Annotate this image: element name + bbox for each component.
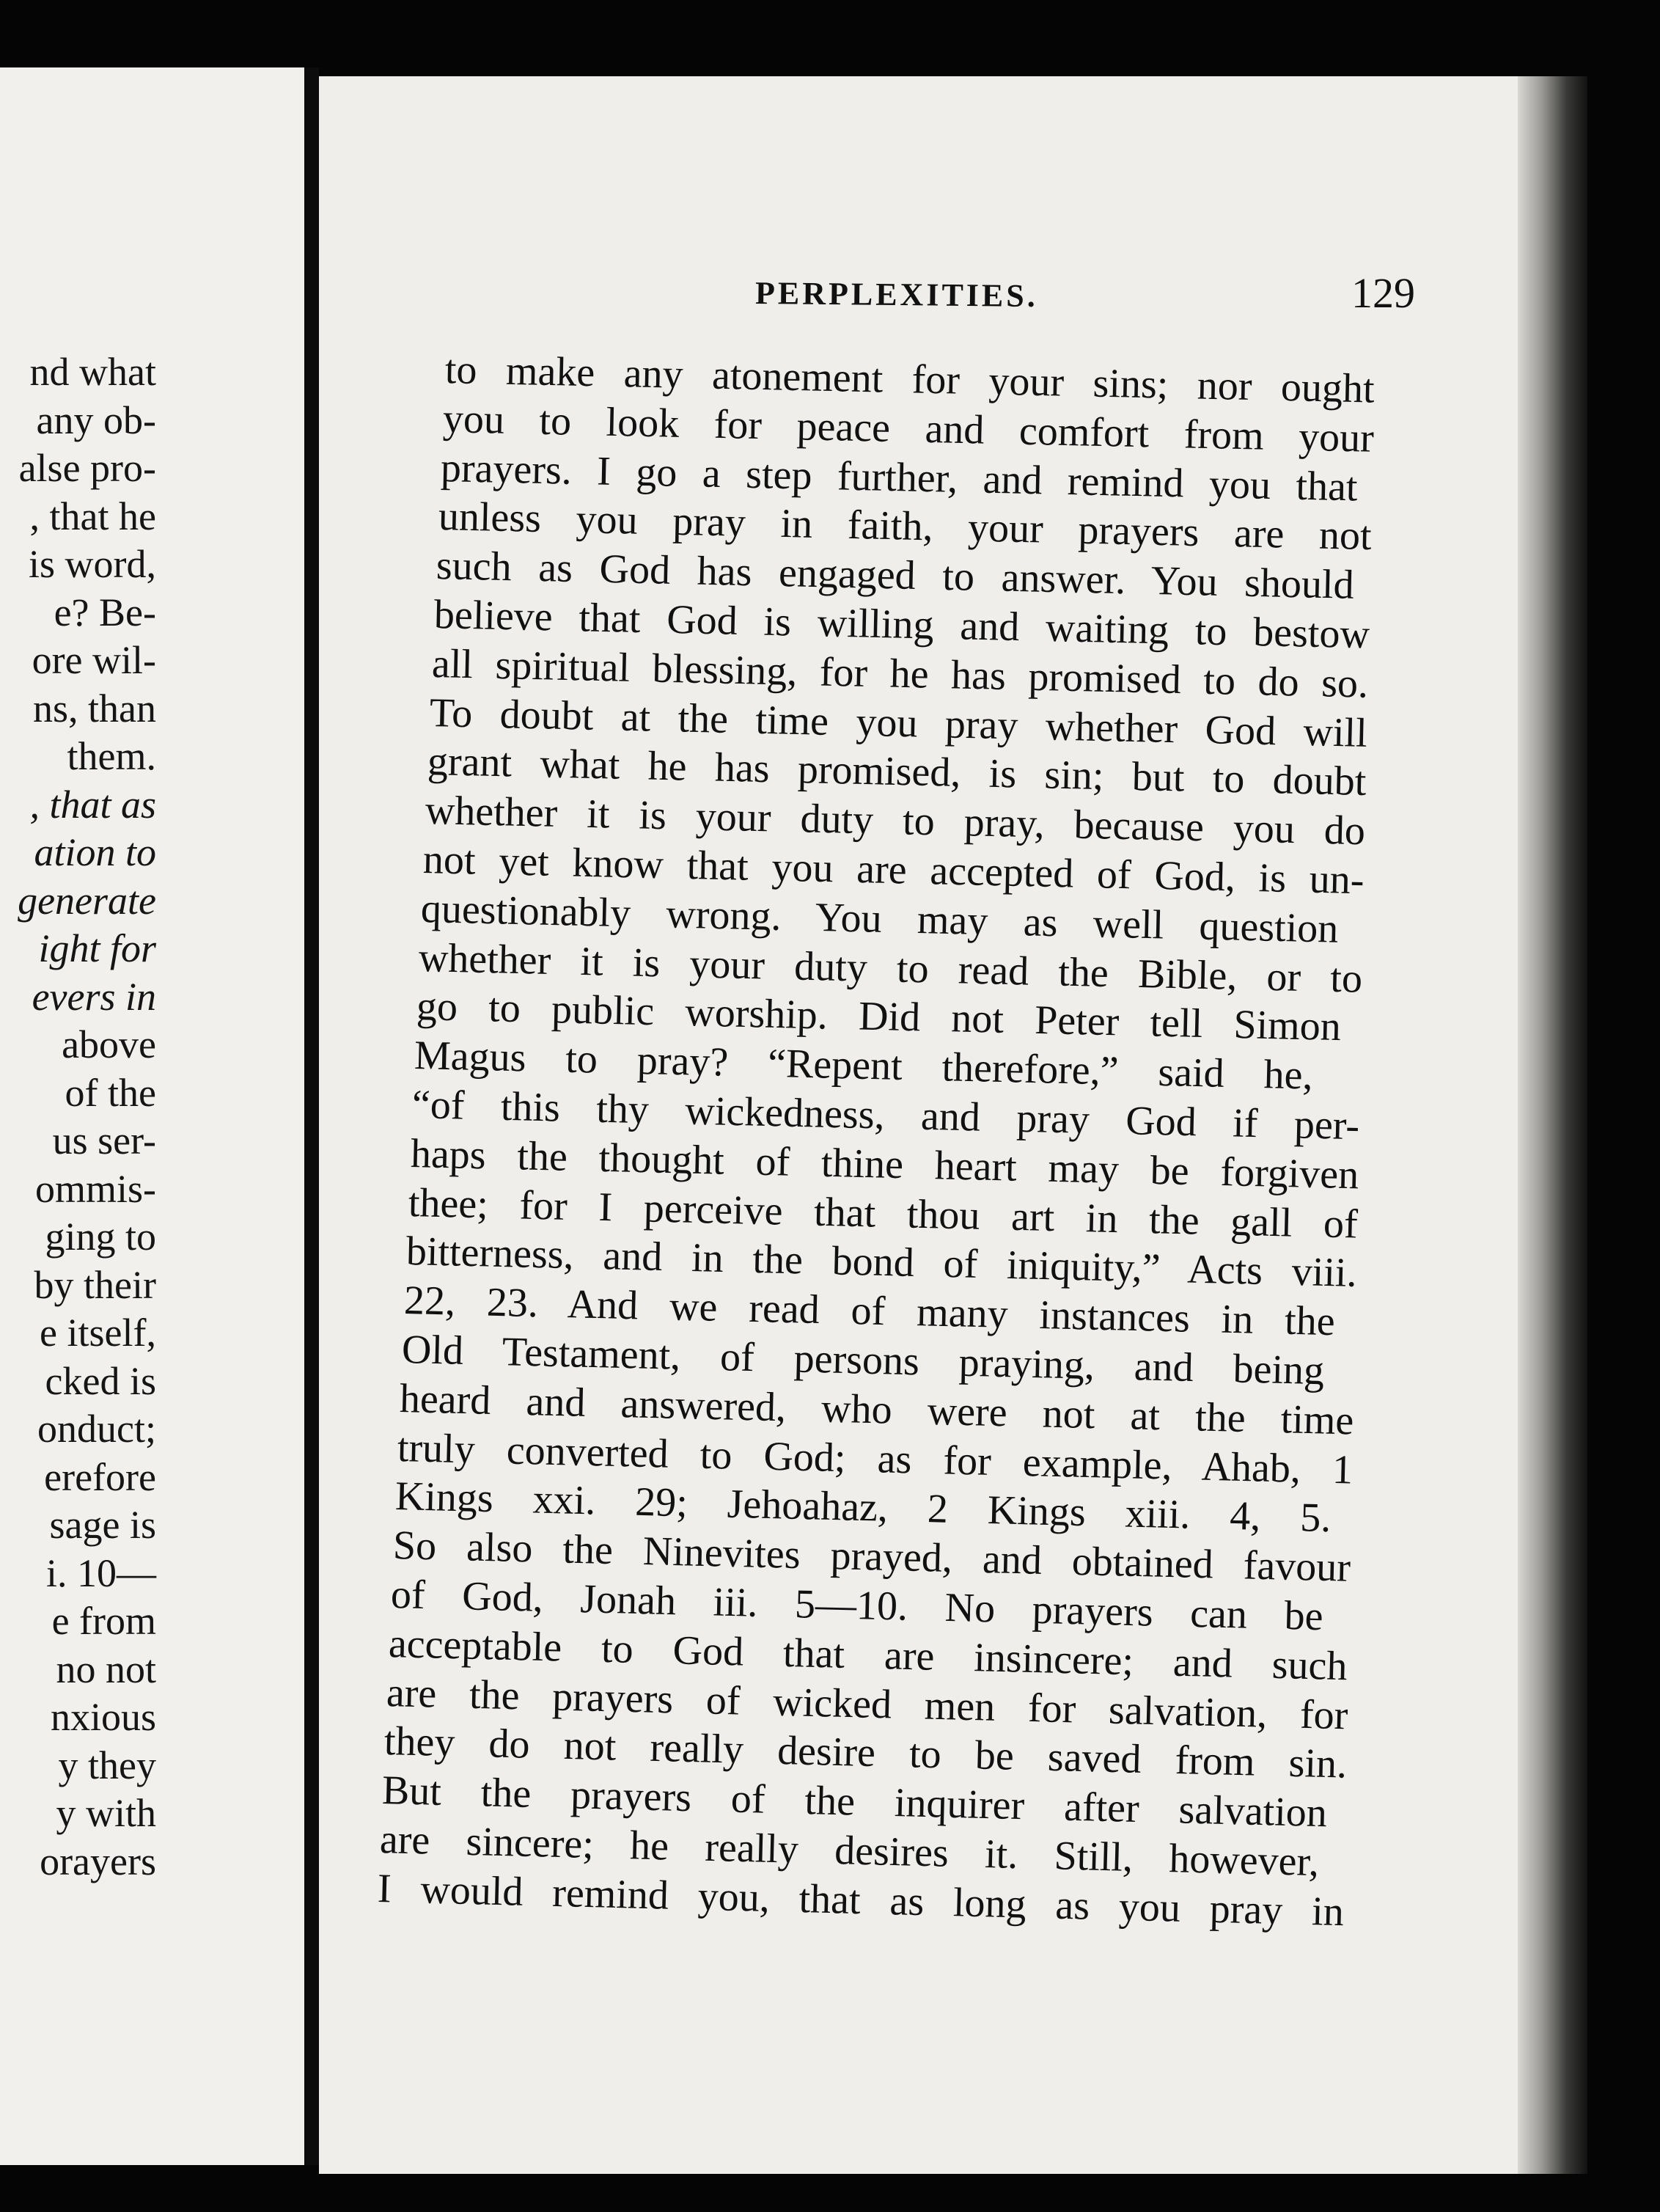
- body-line: whether it is your duty to pray, because you do: [425, 788, 1366, 854]
- body-line: you to look for peace and comfort from your: [442, 395, 1375, 461]
- body-line: Old Testament, of persons praying, and being: [400, 1327, 1325, 1394]
- left-page: [0, 67, 304, 2165]
- body-line: questionably wrong. You may as well question: [420, 885, 1340, 952]
- left-page-line: , that he: [29, 494, 156, 538]
- body-text: [319, 76, 1587, 2174]
- body-line: not yet know that you are accepted of God, is un-: [422, 837, 1365, 904]
- left-page-line: any ob-: [36, 398, 156, 442]
- body-line: are the prayers of wicked men for salvation, for: [386, 1669, 1348, 1738]
- body-line: I would remind you, that as long as you pray in: [377, 1865, 1345, 1935]
- left-page-line: ation to: [34, 830, 156, 874]
- body-line: heard and answered, who were not at the time: [398, 1375, 1354, 1444]
- left-page-line: of the: [65, 1070, 156, 1115]
- left-page-line: y with: [56, 1791, 156, 1835]
- book-gutter: [304, 67, 319, 2165]
- left-page-line: evers in: [32, 974, 156, 1019]
- left-page-line: above: [62, 1022, 156, 1066]
- page-number: 129: [1351, 269, 1415, 317]
- body-line: Kings xxi. 29; Jehoahaz, 2 Kings xiii. 4, 5.: [394, 1473, 1332, 1542]
- left-page-line: erefore: [44, 1454, 156, 1499]
- left-page-line: orayers: [40, 1839, 156, 1883]
- body-line: thee; for I perceive that thou art in the gall of: [407, 1179, 1358, 1248]
- body-line: of God, Jonah iii. 5—10. No prayers can be: [390, 1572, 1324, 1640]
- body-line: unless you pray in faith, your prayers are not: [438, 494, 1373, 560]
- left-page-line: no not: [56, 1647, 156, 1691]
- left-page-line: nd what: [29, 350, 156, 394]
- left-page-line: e from: [51, 1599, 156, 1643]
- right-page: [319, 76, 1587, 2174]
- body-line: whether it is your duty to read the Bible, or to: [418, 934, 1364, 1002]
- running-head: PERPLEXITIES.: [754, 274, 1039, 315]
- body-line: “of this thy wickedness, and pray God if per-: [411, 1082, 1361, 1149]
- left-page-line: ight for: [38, 926, 156, 970]
- body-line: bitterness, and in the bond of iniquity,” Acts viii.: [405, 1228, 1357, 1297]
- left-page-line: ns, than: [33, 686, 156, 730]
- left-page-line: , that as: [29, 782, 156, 827]
- body-line: But the prayers of the inquirer after salvation: [381, 1768, 1328, 1836]
- left-page-line: onduct;: [37, 1407, 156, 1451]
- left-page-line: is word,: [29, 542, 156, 586]
- left-page-line: them.: [67, 734, 156, 778]
- left-page-line: us ser-: [52, 1118, 156, 1162]
- left-page-line: nxious: [50, 1695, 156, 1739]
- body-line: 22, 23. And we read of many instances in the: [403, 1278, 1335, 1345]
- body-line: Magus to pray? “Repent therefore,” said he,: [414, 1033, 1314, 1099]
- body-line: go to public worship. Did not Peter tell Simon: [416, 984, 1342, 1050]
- left-page-line: alse pro-: [18, 446, 156, 490]
- body-line: acceptable to God that are insincere; and such: [388, 1620, 1348, 1690]
- body-line: they do not really desire to be saved from sin.: [383, 1718, 1348, 1788]
- left-page-line: sage is: [49, 1503, 156, 1547]
- body-line: haps the thought of thine heart may be forgiven: [409, 1130, 1359, 1198]
- left-page-line: generate: [18, 878, 156, 923]
- body-line: grant what he has promised, is sin; but to doubt: [427, 739, 1367, 805]
- left-page-line: e? Be-: [54, 590, 156, 634]
- left-page-line: ging to: [45, 1215, 156, 1259]
- left-page-line: cked is: [45, 1358, 156, 1403]
- left-page-line: ommis-: [34, 1166, 156, 1211]
- left-page-line: i. 10—: [45, 1550, 156, 1595]
- left-page-line: by their: [34, 1262, 156, 1307]
- left-page-line: e itself,: [40, 1311, 156, 1355]
- body-line: believe that God is willing and waiting to bestow: [433, 592, 1370, 658]
- left-page-line: y they: [58, 1743, 156, 1787]
- page-edge-shadow: [1518, 76, 1587, 2174]
- body-line: So also the Ninevites prayed, and obtained favour: [392, 1523, 1351, 1591]
- body-line: truly converted to God; as for example, Ahab, 1: [396, 1424, 1354, 1493]
- body-line: such as God has engaged to answer. You should: [436, 543, 1355, 609]
- body-line: to make any atonement for your sins; nor ought: [444, 347, 1376, 412]
- body-line: prayers. I go a step further, and remind you that: [440, 444, 1359, 510]
- left-page-line: ore wil-: [32, 638, 156, 682]
- body-line: are sincere; he really desires it. Still, however,: [379, 1817, 1320, 1886]
- body-line: To doubt at the time you pray whether God will: [429, 689, 1368, 756]
- body-line: all spiritual blessing, for he has promised to do so.: [431, 640, 1369, 707]
